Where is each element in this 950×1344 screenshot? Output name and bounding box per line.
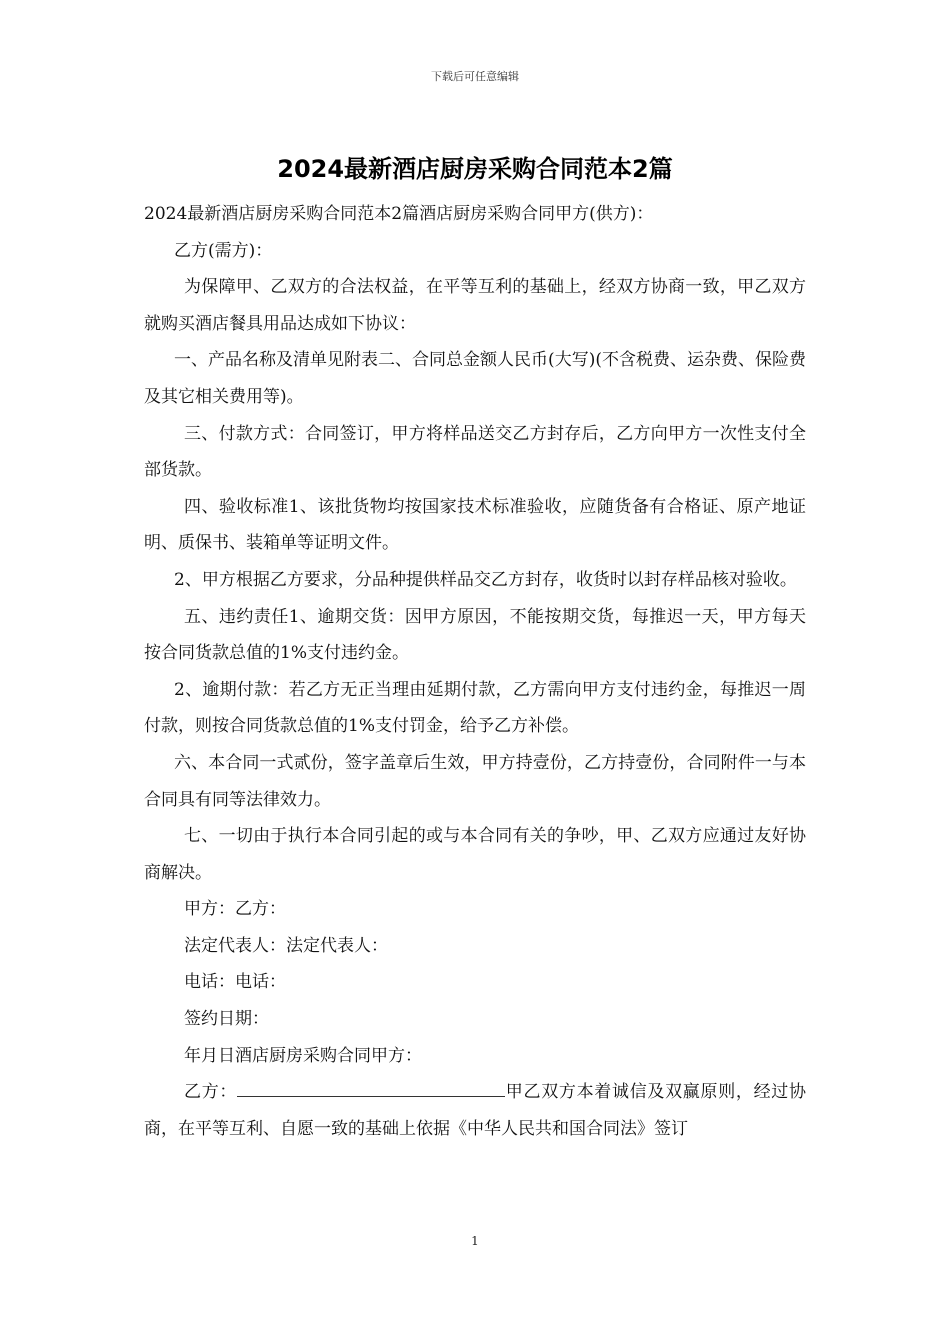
signature-phones: 电话：电话： bbox=[184, 972, 286, 993]
party-b-text: 甲乙双方本着诚信及双赢原则，经过协商，在平等互利、自愿一致的基础上依据《中华人民共和国合同法》签订 bbox=[144, 1082, 807, 1139]
party-b-label: 乙方： bbox=[184, 1082, 238, 1103]
page-number: 1 bbox=[471, 1234, 479, 1248]
paragraph-clause-5: 五、违约责任1、逾期交货：因甲方原因，不能按期交货，每推迟一天，甲方每天按合同货款总值的1%支付违约金。 bbox=[144, 606, 806, 664]
paragraph-clause-4-2: 2、甲方根据乙方要求，分品种提供样品交乙方封存，收货时以封存样品核对验收。 bbox=[174, 569, 797, 590]
document-title: 2024最新酒店厨房采购合同范本2篇 bbox=[277, 155, 673, 183]
paragraph-purpose: 为保障甲、乙双方的合法权益，在平等互利的基础上，经双方协商一致，甲乙双方就购买酒店餐具用品达成如下协议： bbox=[144, 277, 806, 334]
paragraph-party-b: 乙方(需方)： bbox=[174, 240, 273, 261]
paragraph-clause-5-2: 2、逾期付款：若乙方无正当理由延期付款，乙方需向甲方支付违约金，每推迟一周付款，则按合同货款总值的1%支付罚金，给予乙方补偿。 bbox=[144, 679, 806, 737]
paragraph-second-party-b bbox=[144, 1074, 806, 1147]
paragraph-intro: 2024最新酒店厨房采购合同范本2篇酒店厨房采购合同甲方(供方)： bbox=[144, 204, 654, 224]
paragraph-clause-3: 三、付款方式：合同签订，甲方将样品送交乙方封存后，乙方向甲方一次性支付全部货款。 bbox=[144, 423, 806, 481]
signature-date: 签约日期： bbox=[184, 1009, 269, 1030]
paragraph-second-contract: 年月日酒店厨房采购合同甲方： bbox=[184, 1045, 422, 1066]
signature-representatives: 法定代表人：法定代表人： bbox=[184, 935, 388, 956]
party-b-blank-line bbox=[237, 1078, 505, 1097]
paragraph-clause-6: 六、本合同一式贰份，签字盖章后生效，甲方持壹份，乙方持壹份，合同附件一与本合同具有同等法律效力。 bbox=[144, 752, 806, 810]
document-body bbox=[144, 196, 806, 1147]
header-note: 下载后可任意编辑 bbox=[431, 70, 519, 83]
paragraph-clause-1-2: 一、产品名称及清单见附表二、合同总金额人民币(大写)(不含税费、运杂费、保险费及其它相关费用等)。 bbox=[144, 350, 806, 407]
paragraph-clause-4: 四、验收标准1、该批货物均按国家技术标准验收，应随货备有合格证、原产地证明、质保书、装箱单等证明文件。 bbox=[144, 496, 806, 554]
paragraph-clause-7: 七、一切由于执行本合同引起的或与本合同有关的争吵，甲、乙双方应通过友好协商解决。 bbox=[144, 826, 806, 883]
signature-parties: 甲方：乙方： bbox=[184, 899, 286, 920]
